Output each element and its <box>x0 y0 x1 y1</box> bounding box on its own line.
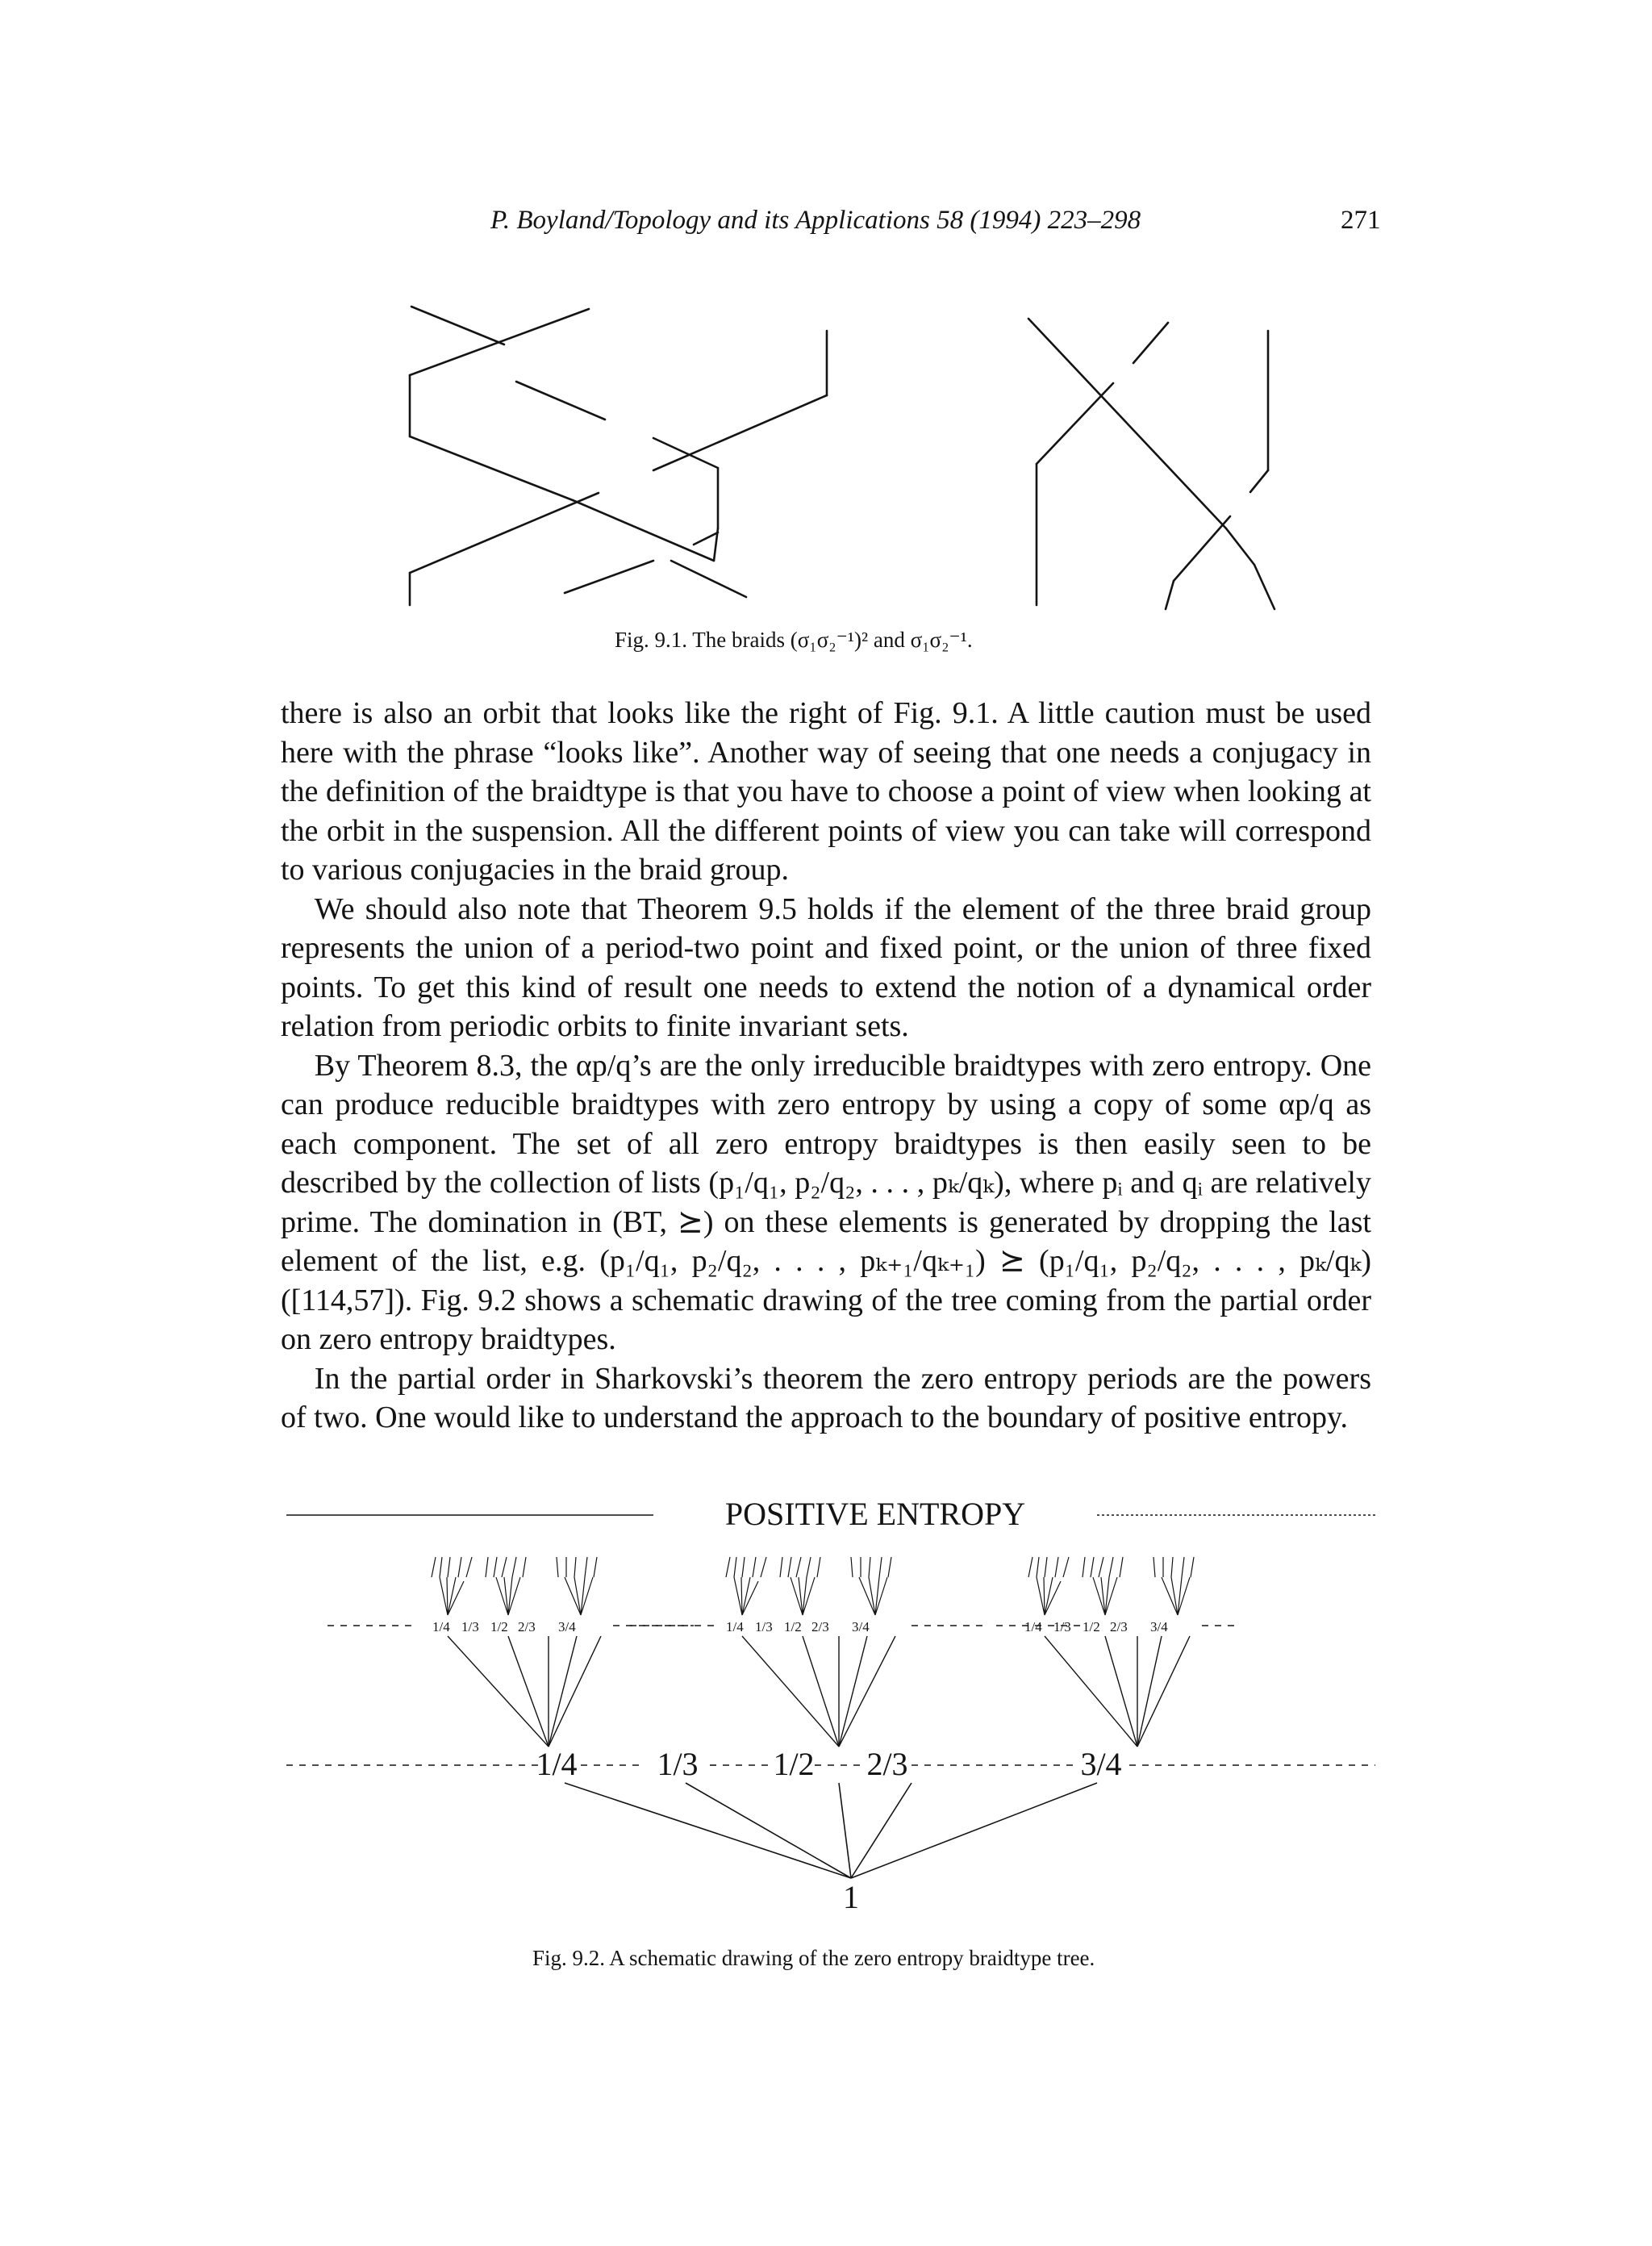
page-number: 271 <box>1341 206 1381 235</box>
cluster-label: 2/3 <box>1110 1619 1128 1634</box>
page-header <box>0 206 1652 246</box>
cluster-label: 1/3 <box>461 1619 479 1634</box>
cluster-label: 3/4 <box>558 1619 576 1634</box>
cluster-label: 1/2 <box>784 1619 802 1634</box>
cluster-label: 1/3 <box>755 1619 773 1634</box>
cluster-label: 1/2 <box>1083 1619 1100 1634</box>
root-node: 1 <box>843 1879 859 1915</box>
positive-entropy-banner: POSITIVE ENTROPY <box>724 1496 1026 1532</box>
figure-9-2-tree <box>274 1476 1387 1928</box>
figure-9-2-caption: Fig. 9.2. A schematic drawing of the zero entropy braidtype tree. <box>532 1946 1095 1970</box>
paragraph: By Theorem 8.3, the αp/q’s are the only irreducible braidtypes with zero entropy. One can produce reducible braidtypes with zero entropy by using a copy of some αp/q as each component. The set of all zero entropy braidtypes is then easily seen to be described by the collection of lists (p₁/q₁, p₂/q₂, . . . , pₖ/qₖ), where pᵢ and qᵢ are relatively prime. The domination in (BT, ⪰) on these elements is generated by dropping the last element of the list, e.g. (p₁/q₁, p₂/q₂, . . . , pₖ₊₁/qₖ₊₁) ⪰ (p₁/q₁, p₂/q₂, . . . , pₖ/qₖ) ([114,57]). Fig. 9.2 shows a schematic drawing of the tree coming from the partial order on zero entropy braidtypes. <box>281 1048 1371 1356</box>
paragraph: In the partial order in Sharkovski’s theorem the zero entropy periods are the powers of two. One would like to understand the approach to the boundary of positive entropy. <box>281 1361 1371 1434</box>
running-head: P. Boyland/Topology and its Applications 58 (1994) 223–298 <box>490 206 1141 235</box>
cluster-label: 1/4 <box>432 1619 450 1634</box>
paragraph: We should also note that Theorem 9.5 holds if the element of the three braid group represents the union of a period-two point and fixed point, or the union of three fixed points. To get this kind of result one needs to extend the notion of a dynamical order relation from periodic orbits to finite invariant sets. <box>281 891 1371 1043</box>
cluster-right <box>996 1557 1238 1747</box>
paragraph: there is also an orbit that looks like the right of Fig. 9.1. A little caution must be used here with the phrase “looks like”. Another way of seeing that one needs a conjugacy in the definition of the braidtype is that you have to choose a point of view when looking at the orbit in the suspension. All the different points of view you can take will correspond to various conjugacies in the braid group. <box>281 696 1371 887</box>
cluster-label: 3/4 <box>1150 1619 1168 1634</box>
cluster-label: 2/3 <box>518 1619 536 1634</box>
body-text <box>281 694 1371 1438</box>
cluster-label: 3/4 <box>852 1619 870 1634</box>
cluster-label: 1/2 <box>490 1619 508 1634</box>
cluster-middle <box>629 1557 984 1747</box>
node-2-3: 2/3 <box>866 1746 908 1782</box>
node-1-4: 1/4 <box>536 1746 578 1782</box>
cluster-label: 1/4 <box>726 1619 744 1634</box>
braid-right <box>1028 319 1274 609</box>
cluster-label: 1/4 <box>1024 1619 1042 1634</box>
braid-left <box>410 307 827 605</box>
node-1-3: 1/3 <box>657 1746 699 1782</box>
cluster-label: 1/3 <box>1053 1619 1071 1634</box>
cluster-left <box>323 1557 694 1747</box>
node-3-4: 3/4 <box>1080 1746 1122 1782</box>
figure-9-1-caption: Fig. 9.1. The braids (σ₁σ₂⁻¹)² and σ₁σ₂⁻¹. <box>615 628 973 652</box>
figure-9-1-braids <box>387 286 1291 666</box>
node-1-2: 1/2 <box>773 1746 815 1782</box>
cluster-label: 2/3 <box>811 1619 829 1634</box>
